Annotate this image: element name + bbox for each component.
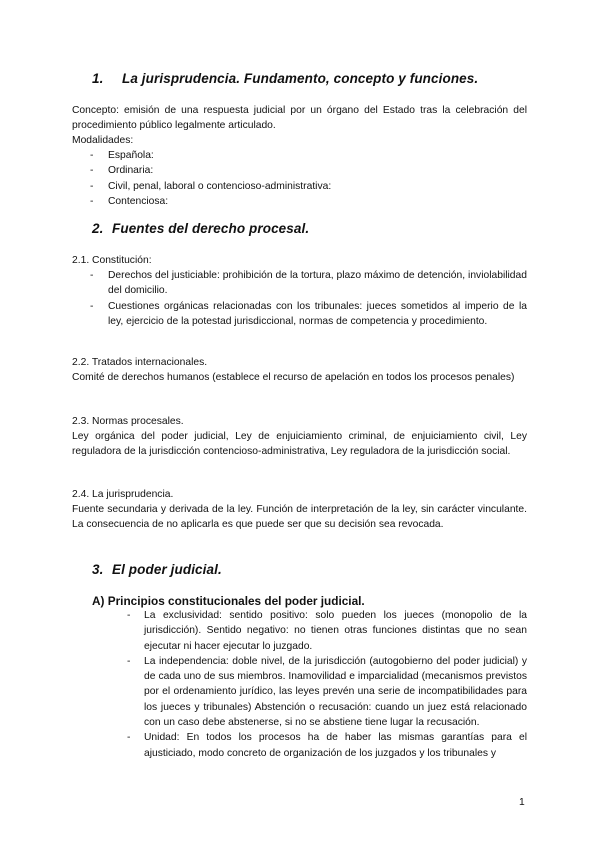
subsection-a-heading: A) Principios constitucionales del poder judicial. [92,594,365,608]
section-2-number: 2. [92,221,104,236]
list-item: - La independencia: doble nivel, de la jurisdicción (autogobierno del poder judicial) y de cada uno de sus miembros. Inamovilidad e imparcialidad (mecanismos previstos por el ordenamiento jurídico, las leyes prevén una serie de incompatibilidades para los jueces y tribunales) Abstención o recusación: cuando un juez está relacionado con un caso debe abstenerse, si no se abstiene tiene lugar la recusación. [127,654,527,730]
subsection-2-4-text: Fuente secundaria y derivada de la ley. Función de interpretación de la ley, sin carácter vinculante. La consecuencia de no aplicarla es que puede ser que su decisión sea revocada. [72,504,527,531]
modalities-list [72,148,527,209]
section-3-title: El poder judicial. [112,562,222,577]
section-1-title: La jurisprudencia. Fundamento, concepto y funciones. [122,71,479,86]
section-3-number: 3. [92,562,104,577]
section-2-heading [92,221,309,236]
list-item: - La exclusividad: sentido positivo: solo pueden los jueces (monopolio de la jurisdicción). Sentido negativo: no tienen otras funciones distintas que no sean ejecutar ni hacer ejecutar lo juzgado. [127,608,527,654]
list-item: - Contenciosa: [72,194,527,209]
section-1-heading [92,71,478,86]
constitution-list [72,268,527,329]
subsection-2-2-text: Comité de derechos humanos (establece el recurso de apelación en todos los procesos penales) [72,372,515,383]
list-item: - Española: [72,148,527,163]
section-2-title: Fuentes del derecho procesal. [112,221,310,236]
modalities-label: Modalidades: [72,135,134,146]
section-3-heading [92,562,222,577]
subsection-2-4-label: 2.4. La jurisprudencia. [72,489,174,500]
page-number: 1 [519,797,525,808]
list-item: - Unidad: En todos los procesos ha de haber las mismas garantías para el ajusticiado, modo concreto de organización de los juzgados y los tribunales y [127,730,527,761]
list-item: - Civil, penal, laboral o contencioso-administrativa: [72,179,527,194]
subsection-2-2-label: 2.2. Tratados internacionales. [72,357,208,368]
list-item: - Derechos del justiciable: prohibición de la tortura, plazo máximo de detención, inviolabilidad del domicilio. [72,268,527,299]
list-item: - Ordinaria: [72,163,527,178]
section-1-number: 1. [92,71,104,86]
subsection-2-3-label: 2.3. Normas procesales. [72,416,184,427]
subsection-2-3-text: Ley orgánica del poder judicial, Ley de enjuiciamiento criminal, de enjuiciamiento civil, Ley reguladora de la jurisdicción contencioso-administrativa, Ley reguladora de la jurisdicción social. [72,431,527,458]
principles-list [127,608,527,761]
concept-paragraph: Concepto: emisión de una respuesta judicial por un órgano del Estado tras la celebración del procedimiento público legalmente articulado. [72,105,527,132]
subsection-2-1-label: 2.1. Constitución: [72,255,152,266]
list-item: - Cuestiones orgánicas relacionadas con los tribunales: jueces sometidos al imperio de la ley, ejercicio de la potestad jurisdiccional, normas de competencia y procedimiento. [72,299,527,330]
